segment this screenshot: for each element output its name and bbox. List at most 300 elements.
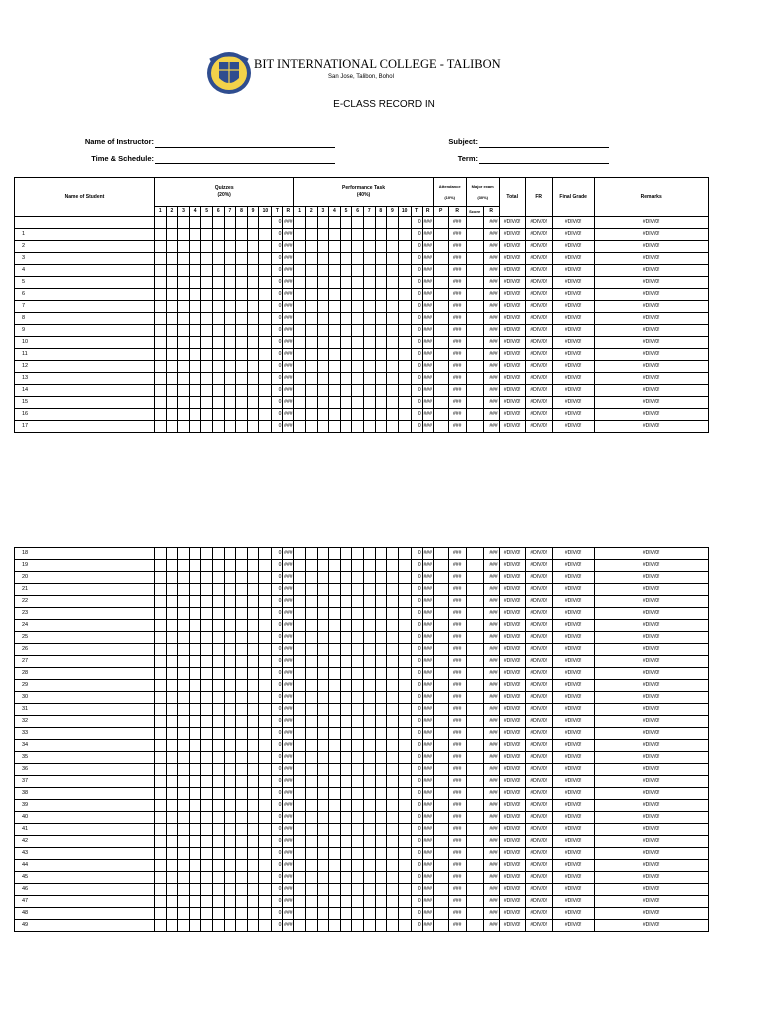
quiz-score-cell[interactable] — [201, 265, 213, 277]
task-score-cell[interactable] — [329, 361, 341, 373]
quiz-score-cell[interactable] — [201, 421, 213, 433]
quiz-score-cell[interactable] — [224, 644, 236, 656]
quiz-score-cell[interactable] — [259, 752, 272, 764]
exam-score-cell[interactable] — [466, 704, 483, 716]
task-score-cell[interactable] — [375, 776, 387, 788]
student-number[interactable]: 44 — [15, 860, 155, 872]
quiz-score-cell[interactable] — [201, 740, 213, 752]
quiz-score-cell[interactable] — [224, 325, 236, 337]
quiz-score-cell[interactable] — [201, 800, 213, 812]
quiz-score-cell[interactable] — [201, 776, 213, 788]
quiz-score-cell[interactable] — [155, 764, 167, 776]
quiz-score-cell[interactable] — [155, 229, 167, 241]
task-score-cell[interactable] — [294, 325, 306, 337]
quiz-score-cell[interactable] — [189, 740, 201, 752]
student-number[interactable]: 29 — [15, 680, 155, 692]
quiz-score-cell[interactable] — [224, 812, 236, 824]
task-score-cell[interactable] — [294, 800, 306, 812]
exam-score-cell[interactable] — [466, 385, 483, 397]
task-score-cell[interactable] — [398, 361, 411, 373]
exam-score-cell[interactable] — [466, 253, 483, 265]
task-score-cell[interactable] — [375, 860, 387, 872]
quiz-score-cell[interactable] — [166, 277, 178, 289]
attendance-p-cell[interactable] — [433, 373, 448, 385]
task-score-cell[interactable] — [363, 265, 375, 277]
quiz-score-cell[interactable] — [259, 253, 272, 265]
quiz-score-cell[interactable] — [259, 716, 272, 728]
quiz-score-cell[interactable] — [189, 572, 201, 584]
quiz-score-cell[interactable] — [224, 277, 236, 289]
quiz-score-cell[interactable] — [212, 728, 224, 740]
quiz-score-cell[interactable] — [212, 680, 224, 692]
exam-score-cell[interactable] — [466, 229, 483, 241]
exam-score-cell[interactable] — [466, 668, 483, 680]
task-score-cell[interactable] — [398, 289, 411, 301]
quiz-score-cell[interactable] — [247, 289, 259, 301]
task-score-cell[interactable] — [352, 572, 364, 584]
task-score-cell[interactable] — [387, 656, 399, 668]
exam-score-cell[interactable] — [466, 680, 483, 692]
quiz-score-cell[interactable] — [212, 337, 224, 349]
task-score-cell[interactable] — [363, 644, 375, 656]
quiz-score-cell[interactable] — [259, 217, 272, 229]
quiz-score-cell[interactable] — [201, 548, 213, 560]
quiz-score-cell[interactable] — [236, 740, 248, 752]
quiz-score-cell[interactable] — [212, 313, 224, 325]
task-score-cell[interactable] — [398, 872, 411, 884]
task-score-cell[interactable] — [363, 560, 375, 572]
task-score-cell[interactable] — [363, 277, 375, 289]
quiz-score-cell[interactable] — [224, 385, 236, 397]
quiz-score-cell[interactable] — [247, 584, 259, 596]
task-score-cell[interactable] — [317, 716, 329, 728]
quiz-score-cell[interactable] — [247, 301, 259, 313]
task-score-cell[interactable] — [398, 325, 411, 337]
quiz-score-cell[interactable] — [247, 349, 259, 361]
task-score-cell[interactable] — [375, 872, 387, 884]
task-score-cell[interactable] — [398, 421, 411, 433]
quiz-score-cell[interactable] — [259, 361, 272, 373]
quiz-score-cell[interactable] — [201, 620, 213, 632]
quiz-score-cell[interactable] — [236, 728, 248, 740]
task-score-cell[interactable] — [317, 692, 329, 704]
quiz-score-cell[interactable] — [224, 301, 236, 313]
task-score-cell[interactable] — [398, 728, 411, 740]
quiz-score-cell[interactable] — [201, 409, 213, 421]
quiz-score-cell[interactable] — [224, 584, 236, 596]
student-number[interactable]: 17 — [15, 421, 155, 433]
task-score-cell[interactable] — [317, 397, 329, 409]
quiz-score-cell[interactable] — [178, 668, 190, 680]
quiz-score-cell[interactable] — [155, 668, 167, 680]
task-score-cell[interactable] — [305, 740, 317, 752]
quiz-score-cell[interactable] — [189, 716, 201, 728]
quiz-score-cell[interactable] — [212, 277, 224, 289]
task-score-cell[interactable] — [317, 896, 329, 908]
quiz-score-cell[interactable] — [155, 548, 167, 560]
task-score-cell[interactable] — [305, 848, 317, 860]
task-score-cell[interactable] — [317, 289, 329, 301]
quiz-score-cell[interactable] — [259, 704, 272, 716]
quiz-score-cell[interactable] — [236, 860, 248, 872]
quiz-score-cell[interactable] — [178, 409, 190, 421]
quiz-score-cell[interactable] — [236, 632, 248, 644]
task-score-cell[interactable] — [375, 361, 387, 373]
task-score-cell[interactable] — [375, 908, 387, 920]
task-score-cell[interactable] — [294, 644, 306, 656]
task-score-cell[interactable] — [317, 584, 329, 596]
task-score-cell[interactable] — [317, 325, 329, 337]
quiz-score-cell[interactable] — [212, 692, 224, 704]
task-score-cell[interactable] — [305, 632, 317, 644]
quiz-score-cell[interactable] — [212, 764, 224, 776]
task-score-cell[interactable] — [294, 632, 306, 644]
quiz-score-cell[interactable] — [247, 361, 259, 373]
task-score-cell[interactable] — [340, 752, 352, 764]
quiz-score-cell[interactable] — [166, 812, 178, 824]
quiz-score-cell[interactable] — [247, 620, 259, 632]
task-score-cell[interactable] — [317, 800, 329, 812]
quiz-score-cell[interactable] — [236, 301, 248, 313]
task-score-cell[interactable] — [305, 349, 317, 361]
quiz-score-cell[interactable] — [212, 848, 224, 860]
quiz-score-cell[interactable] — [178, 596, 190, 608]
task-score-cell[interactable] — [363, 373, 375, 385]
task-score-cell[interactable] — [294, 836, 306, 848]
quiz-score-cell[interactable] — [236, 229, 248, 241]
task-score-cell[interactable] — [398, 836, 411, 848]
task-score-cell[interactable] — [317, 620, 329, 632]
task-score-cell[interactable] — [294, 680, 306, 692]
quiz-score-cell[interactable] — [155, 349, 167, 361]
task-score-cell[interactable] — [305, 229, 317, 241]
quiz-score-cell[interactable] — [212, 349, 224, 361]
quiz-score-cell[interactable] — [224, 289, 236, 301]
exam-score-cell[interactable] — [466, 596, 483, 608]
quiz-score-cell[interactable] — [247, 872, 259, 884]
task-score-cell[interactable] — [340, 349, 352, 361]
quiz-score-cell[interactable] — [178, 217, 190, 229]
task-score-cell[interactable] — [329, 752, 341, 764]
task-score-cell[interactable] — [340, 872, 352, 884]
quiz-score-cell[interactable] — [155, 301, 167, 313]
exam-score-cell[interactable] — [466, 824, 483, 836]
task-score-cell[interactable] — [375, 241, 387, 253]
task-score-cell[interactable] — [363, 728, 375, 740]
task-score-cell[interactable] — [294, 373, 306, 385]
quiz-score-cell[interactable] — [189, 349, 201, 361]
task-score-cell[interactable] — [387, 920, 399, 932]
quiz-score-cell[interactable] — [155, 560, 167, 572]
task-score-cell[interactable] — [340, 800, 352, 812]
task-score-cell[interactable] — [294, 668, 306, 680]
exam-score-cell[interactable] — [466, 265, 483, 277]
task-score-cell[interactable] — [340, 812, 352, 824]
attendance-p-cell[interactable] — [433, 289, 448, 301]
task-score-cell[interactable] — [294, 704, 306, 716]
quiz-score-cell[interactable] — [201, 656, 213, 668]
task-score-cell[interactable] — [305, 872, 317, 884]
quiz-score-cell[interactable] — [224, 788, 236, 800]
task-score-cell[interactable] — [340, 608, 352, 620]
quiz-score-cell[interactable] — [247, 241, 259, 253]
exam-score-cell[interactable] — [466, 217, 483, 229]
task-score-cell[interactable] — [305, 836, 317, 848]
quiz-score-cell[interactable] — [166, 229, 178, 241]
task-score-cell[interactable] — [329, 800, 341, 812]
quiz-score-cell[interactable] — [189, 397, 201, 409]
attendance-p-cell[interactable] — [433, 716, 448, 728]
quiz-score-cell[interactable] — [259, 572, 272, 584]
task-score-cell[interactable] — [329, 421, 341, 433]
quiz-score-cell[interactable] — [247, 397, 259, 409]
student-number[interactable]: 40 — [15, 812, 155, 824]
quiz-score-cell[interactable] — [212, 253, 224, 265]
quiz-score-cell[interactable] — [201, 301, 213, 313]
task-score-cell[interactable] — [352, 656, 364, 668]
task-score-cell[interactable] — [294, 920, 306, 932]
quiz-score-cell[interactable] — [247, 908, 259, 920]
quiz-score-cell[interactable] — [201, 872, 213, 884]
quiz-score-cell[interactable] — [236, 572, 248, 584]
quiz-score-cell[interactable] — [236, 752, 248, 764]
quiz-score-cell[interactable] — [189, 596, 201, 608]
task-score-cell[interactable] — [375, 668, 387, 680]
quiz-score-cell[interactable] — [166, 241, 178, 253]
task-score-cell[interactable] — [294, 337, 306, 349]
task-score-cell[interactable] — [294, 241, 306, 253]
quiz-score-cell[interactable] — [259, 289, 272, 301]
quiz-score-cell[interactable] — [166, 265, 178, 277]
quiz-score-cell[interactable] — [166, 860, 178, 872]
quiz-score-cell[interactable] — [212, 397, 224, 409]
quiz-score-cell[interactable] — [166, 788, 178, 800]
quiz-score-cell[interactable] — [212, 560, 224, 572]
student-number[interactable]: 21 — [15, 584, 155, 596]
quiz-score-cell[interactable] — [166, 289, 178, 301]
attendance-p-cell[interactable] — [433, 884, 448, 896]
quiz-score-cell[interactable] — [224, 596, 236, 608]
quiz-score-cell[interactable] — [236, 397, 248, 409]
quiz-score-cell[interactable] — [212, 884, 224, 896]
exam-score-cell[interactable] — [466, 788, 483, 800]
student-number[interactable]: 45 — [15, 872, 155, 884]
attendance-p-cell[interactable] — [433, 277, 448, 289]
task-score-cell[interactable] — [305, 860, 317, 872]
quiz-score-cell[interactable] — [247, 337, 259, 349]
quiz-score-cell[interactable] — [224, 872, 236, 884]
quiz-score-cell[interactable] — [178, 361, 190, 373]
task-score-cell[interactable] — [387, 337, 399, 349]
task-score-cell[interactable] — [387, 253, 399, 265]
task-score-cell[interactable] — [317, 548, 329, 560]
quiz-score-cell[interactable] — [201, 812, 213, 824]
task-score-cell[interactable] — [363, 325, 375, 337]
quiz-score-cell[interactable] — [236, 596, 248, 608]
task-score-cell[interactable] — [340, 824, 352, 836]
task-score-cell[interactable] — [305, 217, 317, 229]
task-score-cell[interactable] — [317, 752, 329, 764]
task-score-cell[interactable] — [363, 788, 375, 800]
task-score-cell[interactable] — [375, 337, 387, 349]
task-score-cell[interactable] — [294, 716, 306, 728]
quiz-score-cell[interactable] — [212, 920, 224, 932]
task-score-cell[interactable] — [305, 716, 317, 728]
quiz-score-cell[interactable] — [212, 572, 224, 584]
exam-score-cell[interactable] — [466, 752, 483, 764]
task-score-cell[interactable] — [305, 788, 317, 800]
quiz-score-cell[interactable] — [201, 668, 213, 680]
quiz-score-cell[interactable] — [166, 397, 178, 409]
task-score-cell[interactable] — [329, 764, 341, 776]
task-score-cell[interactable] — [340, 277, 352, 289]
quiz-score-cell[interactable] — [236, 692, 248, 704]
quiz-score-cell[interactable] — [178, 572, 190, 584]
quiz-score-cell[interactable] — [155, 836, 167, 848]
quiz-score-cell[interactable] — [259, 337, 272, 349]
quiz-score-cell[interactable] — [236, 409, 248, 421]
quiz-score-cell[interactable] — [212, 752, 224, 764]
quiz-score-cell[interactable] — [166, 680, 178, 692]
quiz-score-cell[interactable] — [224, 548, 236, 560]
task-score-cell[interactable] — [305, 337, 317, 349]
task-score-cell[interactable] — [329, 349, 341, 361]
task-score-cell[interactable] — [294, 776, 306, 788]
quiz-score-cell[interactable] — [224, 824, 236, 836]
exam-score-cell[interactable] — [466, 920, 483, 932]
quiz-score-cell[interactable] — [155, 920, 167, 932]
quiz-score-cell[interactable] — [155, 409, 167, 421]
quiz-score-cell[interactable] — [178, 788, 190, 800]
quiz-score-cell[interactable] — [224, 229, 236, 241]
task-score-cell[interactable] — [340, 776, 352, 788]
task-score-cell[interactable] — [329, 788, 341, 800]
attendance-p-cell[interactable] — [433, 313, 448, 325]
quiz-score-cell[interactable] — [155, 824, 167, 836]
task-score-cell[interactable] — [387, 824, 399, 836]
task-score-cell[interactable] — [398, 704, 411, 716]
task-score-cell[interactable] — [329, 632, 341, 644]
student-number[interactable]: 31 — [15, 704, 155, 716]
task-score-cell[interactable] — [352, 668, 364, 680]
task-score-cell[interactable] — [375, 253, 387, 265]
task-score-cell[interactable] — [387, 800, 399, 812]
task-score-cell[interactable] — [317, 836, 329, 848]
task-score-cell[interactable] — [305, 241, 317, 253]
quiz-score-cell[interactable] — [224, 764, 236, 776]
quiz-score-cell[interactable] — [259, 776, 272, 788]
task-score-cell[interactable] — [387, 277, 399, 289]
attendance-p-cell[interactable] — [433, 692, 448, 704]
quiz-score-cell[interactable] — [236, 884, 248, 896]
task-score-cell[interactable] — [352, 872, 364, 884]
task-score-cell[interactable] — [352, 728, 364, 740]
task-score-cell[interactable] — [317, 632, 329, 644]
quiz-score-cell[interactable] — [212, 548, 224, 560]
quiz-score-cell[interactable] — [201, 908, 213, 920]
task-score-cell[interactable] — [352, 632, 364, 644]
task-score-cell[interactable] — [305, 608, 317, 620]
task-score-cell[interactable] — [352, 349, 364, 361]
quiz-score-cell[interactable] — [236, 289, 248, 301]
exam-score-cell[interactable] — [466, 812, 483, 824]
quiz-score-cell[interactable] — [155, 692, 167, 704]
task-score-cell[interactable] — [375, 848, 387, 860]
attendance-p-cell[interactable] — [433, 752, 448, 764]
quiz-score-cell[interactable] — [247, 596, 259, 608]
task-score-cell[interactable] — [305, 572, 317, 584]
task-score-cell[interactable] — [329, 548, 341, 560]
task-score-cell[interactable] — [363, 229, 375, 241]
task-score-cell[interactable] — [363, 596, 375, 608]
task-score-cell[interactable] — [398, 572, 411, 584]
quiz-score-cell[interactable] — [212, 596, 224, 608]
quiz-score-cell[interactable] — [236, 560, 248, 572]
task-score-cell[interactable] — [352, 800, 364, 812]
task-score-cell[interactable] — [329, 325, 341, 337]
quiz-score-cell[interactable] — [166, 409, 178, 421]
task-score-cell[interactable] — [317, 668, 329, 680]
task-score-cell[interactable] — [317, 740, 329, 752]
task-score-cell[interactable] — [398, 373, 411, 385]
quiz-score-cell[interactable] — [259, 896, 272, 908]
student-number[interactable]: 43 — [15, 848, 155, 860]
task-score-cell[interactable] — [352, 620, 364, 632]
quiz-score-cell[interactable] — [201, 217, 213, 229]
task-score-cell[interactable] — [340, 217, 352, 229]
task-score-cell[interactable] — [329, 289, 341, 301]
task-score-cell[interactable] — [387, 692, 399, 704]
task-score-cell[interactable] — [375, 752, 387, 764]
quiz-score-cell[interactable] — [259, 277, 272, 289]
task-score-cell[interactable] — [329, 313, 341, 325]
task-score-cell[interactable] — [317, 572, 329, 584]
student-number[interactable]: 2 — [15, 241, 155, 253]
quiz-score-cell[interactable] — [224, 776, 236, 788]
quiz-score-cell[interactable] — [236, 277, 248, 289]
task-score-cell[interactable] — [387, 740, 399, 752]
quiz-score-cell[interactable] — [236, 788, 248, 800]
quiz-score-cell[interactable] — [236, 385, 248, 397]
task-score-cell[interactable] — [294, 289, 306, 301]
quiz-score-cell[interactable] — [155, 596, 167, 608]
quiz-score-cell[interactable] — [224, 361, 236, 373]
task-score-cell[interactable] — [305, 289, 317, 301]
student-number[interactable]: 23 — [15, 608, 155, 620]
task-score-cell[interactable] — [317, 337, 329, 349]
student-number[interactable]: 10 — [15, 337, 155, 349]
quiz-score-cell[interactable] — [224, 740, 236, 752]
exam-score-cell[interactable] — [466, 572, 483, 584]
exam-score-cell[interactable] — [466, 620, 483, 632]
quiz-score-cell[interactable] — [212, 908, 224, 920]
task-score-cell[interactable] — [305, 397, 317, 409]
task-score-cell[interactable] — [340, 229, 352, 241]
quiz-score-cell[interactable] — [247, 325, 259, 337]
task-score-cell[interactable] — [329, 920, 341, 932]
quiz-score-cell[interactable] — [178, 560, 190, 572]
attendance-p-cell[interactable] — [433, 656, 448, 668]
quiz-score-cell[interactable] — [247, 217, 259, 229]
task-score-cell[interactable] — [305, 421, 317, 433]
task-score-cell[interactable] — [387, 409, 399, 421]
task-score-cell[interactable] — [363, 692, 375, 704]
task-score-cell[interactable] — [294, 385, 306, 397]
quiz-score-cell[interactable] — [236, 253, 248, 265]
task-score-cell[interactable] — [340, 848, 352, 860]
task-score-cell[interactable] — [363, 253, 375, 265]
quiz-score-cell[interactable] — [236, 265, 248, 277]
